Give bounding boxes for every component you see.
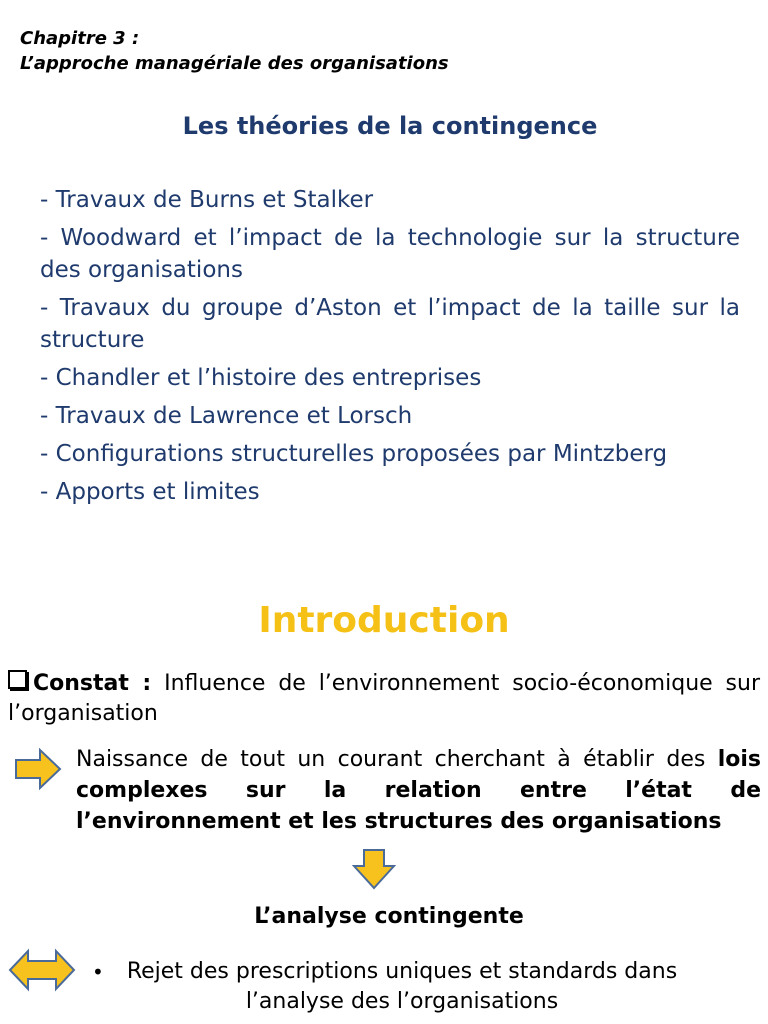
naissance-paragraph	[76, 744, 761, 837]
constat-text: Influence de l’environnement socio-économique sur l’organisation	[8, 671, 760, 726]
down-arrow-icon	[352, 848, 396, 890]
right-arrow-icon	[14, 748, 62, 790]
bullet-icon: •	[92, 960, 104, 984]
list-item: - Travaux de Lawrence et Lorsch	[40, 403, 413, 429]
introduction-title: Introduction	[258, 600, 510, 641]
naissance-bold-text: lois complexes sur la relation entre l’état de l’environnement et les structures des organisations	[76, 747, 761, 834]
list-item: - Woodward et l’impact de la technologie sur la structure des organisations	[40, 225, 740, 283]
list-item: - Apports et limites	[40, 479, 260, 505]
chapter-number: Chapitre 3 :	[20, 28, 140, 49]
naissance-text: Naissance de tout un courant cherchant à établir des	[76, 747, 718, 772]
rejet-paragraph: Rejet des prescriptions uniques et standards dans l’analyse des l’organisations	[126, 959, 678, 1014]
topics-list	[40, 184, 740, 514]
list-item: - Configurations structurelles proposées par Mintzberg	[40, 441, 668, 467]
list-item: - Travaux du groupe d’Aston et l’impact de la taille sur la structure	[40, 295, 740, 353]
section-title: Les théories de la contingence	[182, 112, 598, 140]
chapter-title: L’approche managériale des organisations	[20, 53, 449, 74]
left-right-arrow-icon	[8, 948, 76, 992]
constat-label: Constat :	[33, 671, 152, 696]
analyse-title: L’analyse contingente	[254, 904, 524, 929]
list-item: - Travaux de Burns et Stalker	[40, 187, 374, 213]
constat-paragraph	[8, 669, 760, 729]
checkbox-icon	[8, 670, 27, 689]
chapter-heading	[20, 26, 449, 76]
list-item: - Chandler et l’histoire des entreprises	[40, 365, 482, 391]
